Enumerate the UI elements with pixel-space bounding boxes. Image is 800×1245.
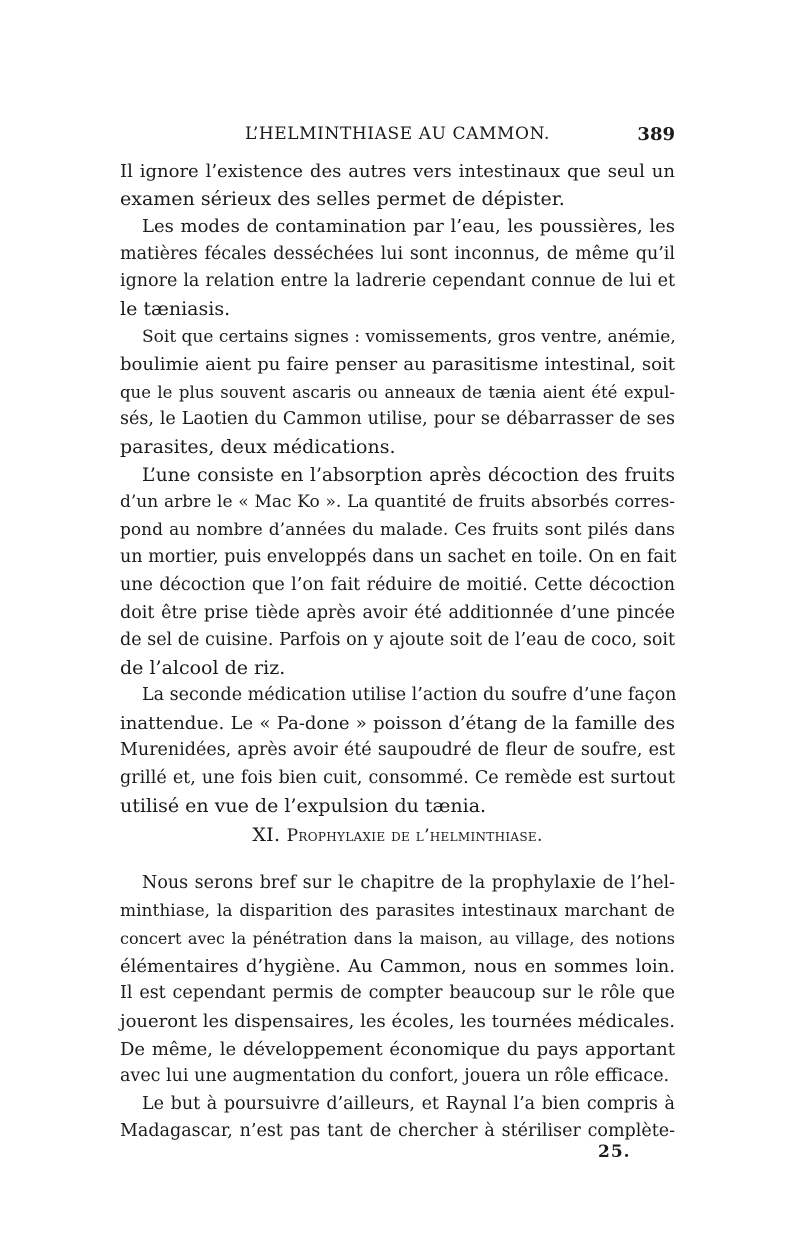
text-line: une décoction que l’on fait réduire de moitié. Cette décoction <box>120 574 675 595</box>
section-heading <box>120 824 675 846</box>
running-head <box>120 124 675 148</box>
text-line: d’un arbre le « Mac Ko ». La quantité de fruits absorbés corres- <box>120 492 675 513</box>
text-line: inattendue. Le « Pa-done » poisson d’étang de la famille des <box>120 712 675 734</box>
text-line: examen sérieux des selles permet de dépister. <box>120 187 565 210</box>
running-title: L’HELMINTHIASE AU CAMMON. <box>245 124 550 144</box>
section-title: Prophylaxie de l’helminthiase. <box>286 826 543 846</box>
text-line: utilisé en vue de l’expulsion du tænia. <box>120 794 487 817</box>
text-line: Il ignore l’existence des autres vers intestinaux que seul un <box>120 161 675 182</box>
text-line: avec lui une augmentation du confort, jouera un rôle efficace. <box>120 1066 670 1087</box>
text-line: le tæniasis. <box>120 297 231 320</box>
signature-mark: 25. <box>598 1142 631 1162</box>
text-line: pond au nombre d’années du malade. Ces fruits sont pilés dans <box>120 519 675 540</box>
text-line: Le but à poursuivre d’ailleurs, et Raynal l’a bien compris à <box>142 1093 675 1114</box>
text-line: grillé et, une fois bien cuit, consommé. Ce remède est surtout <box>120 768 675 789</box>
text-line: élémentaires d’hygiène. Au Cammon, nous en sommes loin. <box>120 955 675 977</box>
body-text-after-heading <box>120 870 675 1146</box>
text-line: De même, le développement économique du pays apportant <box>120 1038 675 1060</box>
text-line: Soit que certains signes : vomissements, gros ventre, anémie, <box>142 326 676 347</box>
text-line: un mortier, puis enveloppés dans un sachet en toile. On en fait <box>120 547 677 568</box>
text-line: de sel de cuisine. Parfois on y ajoute soit de l’eau de coco, soit <box>120 630 675 651</box>
page-number: 389 <box>637 124 675 145</box>
text-line: Il est cependant permis de compter beaucoup sur le rôle que <box>120 983 675 1004</box>
text-line: concert avec la pénétration dans la maison, au village, des notions <box>120 929 675 949</box>
text-line: La seconde médication utilise l’action du soufre d’une façon <box>142 685 677 706</box>
section-number: XI. <box>252 824 281 846</box>
text-line: joueront les dispensaires, les écoles, les tournées médicales. <box>120 1010 675 1032</box>
text-line: parasites, deux médications. <box>120 435 396 458</box>
text-line: Nous serons bref sur le chapitre de la prophylaxie de l’hel- <box>142 873 675 893</box>
text-line: que le plus souvent ascaris ou anneaux de tænia aient été expul- <box>120 382 675 402</box>
text-line: de l’alcool de riz. <box>120 656 286 679</box>
text-line: Murenidées, après avoir été saupoudré de fleur de soufre, est <box>120 740 675 761</box>
text-line: matières fécales desséchées lui sont inconnus, de même qu’il <box>120 243 675 264</box>
text-line: sés, le Laotien du Cammon utilise, pour se débarrasser de ses <box>120 409 675 430</box>
text-line: Les modes de contamination par l’eau, les poussières, les <box>142 216 675 238</box>
text-line: boulimie aient pu faire penser au parasitisme intestinal, soit <box>120 354 675 376</box>
text-line: L’une consiste en l’absorption après décoction des fruits <box>142 464 675 486</box>
text-line: Madagascar, n’est pas tant de chercher à stériliser complète- <box>120 1121 675 1142</box>
body-text-before-heading <box>120 158 675 820</box>
text-line: doit être prise tiède après avoir été additionnée d’une pincée <box>120 602 675 623</box>
text-line: minthiase, la disparition des parasites intestinaux marchant de <box>120 900 675 921</box>
text-line: ignore la relation entre la ladrerie cependant connue de lui et <box>120 271 675 292</box>
